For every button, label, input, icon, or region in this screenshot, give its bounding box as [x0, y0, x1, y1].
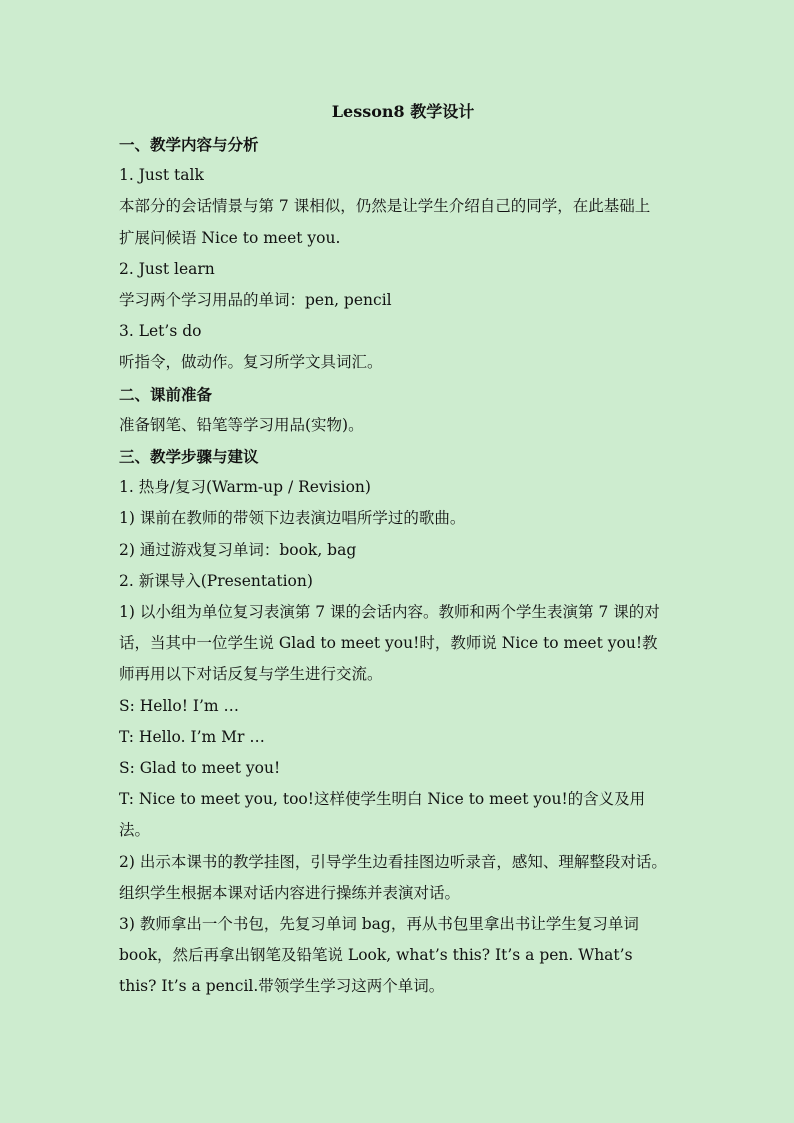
- text-line: this? It’s a pencil.带领学生学习这两个单词。: [119, 977, 445, 996]
- text-line: 组织学生根据本课对话内容进行操练并表演对话。: [119, 883, 461, 902]
- text-line: 法。: [119, 821, 151, 840]
- dialogue-line: T: Nice to meet you, too!这样使学生明白 Nice to meet you!的含义及用: [119, 790, 646, 809]
- document-body: [119, 98, 679, 1003]
- text-line: 1) 以小组为单位复习表演第 7 课的会话内容。教师和两个学生表演第 7 课的对: [119, 603, 660, 622]
- text-line: 2) 出示本课书的教学挂图，引导学生边看挂图边听录音，感知、理解整段对话。: [119, 852, 667, 871]
- dialogue-line: S: Glad to meet you!: [119, 759, 281, 778]
- dialogue-line: T: Hello. I’m Mr …: [119, 727, 265, 746]
- subheading-presentation: 2. 新课导入(Presentation): [119, 571, 313, 590]
- text-line: 准备钢笔、铅笔等学习用品(实物)。: [119, 415, 364, 434]
- text-line: 听指令，做动作。复习所学文具词汇。: [119, 353, 383, 372]
- section-heading-preparation: 二、课前准备: [119, 384, 213, 404]
- subheading-warm-up: 1. 热身/复习(Warm-up / Revision): [119, 478, 371, 497]
- text-line: 话，当其中一位学生说 Glad to meet you!时，教师说 Nice to meet you!教: [119, 634, 658, 653]
- section-heading-steps: 三、教学步骤与建议: [119, 447, 259, 467]
- section-heading-content: 一、教学内容与分析: [119, 135, 259, 154]
- text-line: 1) 课前在教师的带领下边表演边唱所学过的歌曲。: [119, 509, 466, 528]
- text-line: 学习两个学习用品的单词：pen, pencil: [119, 291, 392, 310]
- dialogue-line: S: Hello! I’m …: [119, 696, 240, 715]
- text-line: 3) 教师拿出一个书包，先复习单词 bag，再从书包里拿出书让学生复习单词: [119, 915, 639, 934]
- text-line: 师再用以下对话反复与学生进行交流。: [119, 665, 383, 684]
- text-line: 2) 通过游戏复习单词：book, bag: [119, 540, 357, 559]
- text-line: 扩展问候语 Nice to meet you.: [119, 228, 341, 247]
- subheading-lets-do: 3. Let’s do: [119, 322, 202, 341]
- subheading-just-talk: 1. Just talk: [119, 166, 204, 185]
- document-title: Lesson8 教学设计: [331, 102, 475, 121]
- subheading-just-learn: 2. Just learn: [119, 259, 215, 278]
- text-line: 本部分的会话情景与第 7 课相似，仍然是让学生介绍自己的同学，在此基础上: [119, 197, 651, 216]
- text-line: book，然后再拿出钢笔及铅笔说 Look, what’s this? It’s a pen. What’s: [119, 946, 633, 965]
